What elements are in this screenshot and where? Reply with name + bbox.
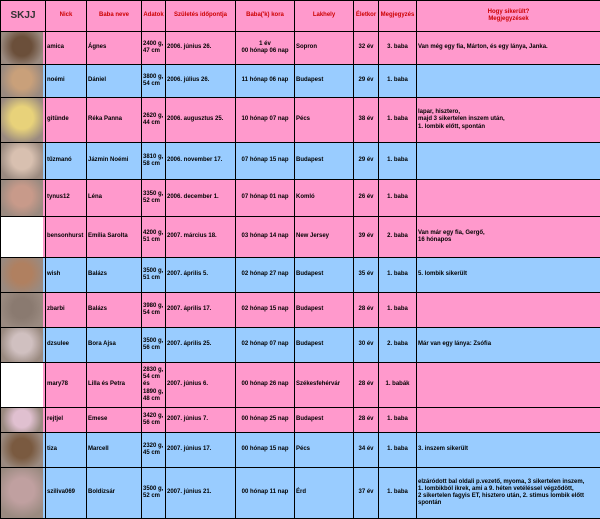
header-nick: Nick bbox=[46, 1, 87, 32]
baby-photo bbox=[1, 65, 46, 98]
city-cell: Pécs bbox=[295, 98, 354, 143]
baby-age-cell: 02 hónap 15 nap bbox=[236, 293, 295, 328]
baby-photo-image bbox=[1, 258, 43, 292]
header-data: Adatok bbox=[142, 1, 166, 32]
note-cell: 1. baba bbox=[379, 143, 417, 180]
note-cell: 1. baba bbox=[379, 468, 417, 519]
baby-photo-image bbox=[1, 328, 43, 362]
city-cell: Budapest bbox=[295, 143, 354, 180]
baby-name-cell: Léna bbox=[87, 180, 142, 217]
birth-date-cell: 2007. június 6. bbox=[166, 363, 236, 408]
note-cell: 1. baba bbox=[379, 258, 417, 293]
table-row bbox=[1, 468, 600, 519]
comment-cell bbox=[417, 65, 600, 98]
comment-cell: Van már egy fia, Gergő, 16 hónapos bbox=[417, 217, 600, 258]
mother-age-cell: 28 év bbox=[354, 293, 379, 328]
comment-cell bbox=[417, 180, 600, 217]
city-cell: Budapest bbox=[295, 258, 354, 293]
table-row bbox=[1, 143, 600, 180]
birth-date-cell: 2006. augusztus 25. bbox=[166, 98, 236, 143]
baby-name-cell: Balázs bbox=[87, 293, 142, 328]
baby-name-cell: Boldizsár bbox=[87, 468, 142, 519]
table-row bbox=[1, 217, 600, 258]
weight-cell: 3500 g, 52 cm bbox=[142, 468, 166, 519]
note-cell: 3. baba bbox=[379, 32, 417, 65]
comment-cell bbox=[417, 143, 600, 180]
baby-photo-image bbox=[1, 363, 43, 407]
mother-age-cell: 32 év bbox=[354, 32, 379, 65]
comment-cell bbox=[417, 408, 600, 433]
birth-date-cell: 2006. július 26. bbox=[166, 65, 236, 98]
weight-cell: 3980 g, 54 cm bbox=[142, 293, 166, 328]
birth-date-cell: 2007. április 17. bbox=[166, 293, 236, 328]
baby-name-cell: Dániel bbox=[87, 65, 142, 98]
nick-cell: tiza bbox=[46, 433, 87, 468]
nick-cell: dzsulee bbox=[46, 328, 87, 363]
nick-cell: rejtjel bbox=[46, 408, 87, 433]
mother-age-cell: 39 év bbox=[354, 217, 379, 258]
logo-cell bbox=[1, 1, 46, 32]
baby-photo-image bbox=[1, 433, 43, 467]
header-mage: Életkor bbox=[354, 1, 379, 32]
header-date: Születés időpontja bbox=[166, 1, 236, 32]
mother-age-cell: 34 év bbox=[354, 433, 379, 468]
table-row bbox=[1, 180, 600, 217]
header-baby: Baba neve bbox=[87, 1, 142, 32]
nick-cell: tűzmanó bbox=[46, 143, 87, 180]
nick-cell: gitünde bbox=[46, 98, 87, 143]
mother-age-cell: 35 év bbox=[354, 258, 379, 293]
baby-photo-image bbox=[1, 217, 43, 257]
baby-age-cell: 11 hónap 06 nap bbox=[236, 65, 295, 98]
comment-cell bbox=[417, 363, 600, 408]
birth-date-cell: 2006. június 26. bbox=[166, 32, 236, 65]
baby-age-cell: 02 hónap 07 nap bbox=[236, 328, 295, 363]
baby-name-cell: Emília Sarolta bbox=[87, 217, 142, 258]
weight-cell: 2320 g, 45 cm bbox=[142, 433, 166, 468]
birth-date-cell: 2007. június 7. bbox=[166, 408, 236, 433]
header-comment: Hogy sikerült? Megjegyzések bbox=[417, 1, 600, 32]
comment-cell bbox=[417, 293, 600, 328]
baby-name-cell: Jázmin Noémi bbox=[87, 143, 142, 180]
city-cell: Érd bbox=[295, 468, 354, 519]
city-cell: Sopron bbox=[295, 32, 354, 65]
nick-cell: mary78 bbox=[46, 363, 87, 408]
weight-cell: 3420 g, 56 cm bbox=[142, 408, 166, 433]
baby-age-cell: 07 hónap 15 nap bbox=[236, 143, 295, 180]
baby-name-cell: Emese bbox=[87, 408, 142, 433]
mother-age-cell: 28 év bbox=[354, 408, 379, 433]
table-row bbox=[1, 363, 600, 408]
mother-age-cell: 38 év bbox=[354, 98, 379, 143]
baby-photo bbox=[1, 468, 46, 519]
baby-photo-image bbox=[1, 65, 43, 97]
baby-name-cell: Bora Ajsa bbox=[87, 328, 142, 363]
baby-age-cell: 00 hónap 26 nap bbox=[236, 363, 295, 408]
baby-photo bbox=[1, 408, 46, 433]
note-cell: 2. baba bbox=[379, 217, 417, 258]
weight-cell: 3500 g, 56 cm bbox=[142, 328, 166, 363]
city-cell: Pécs bbox=[295, 433, 354, 468]
baby-photo-image bbox=[1, 293, 43, 327]
comment-cell: elzáródott bal oldali p.vezető, myoma, 3 sikertelen inszem, 1. lombikból ikrek, ami a 9. héten vetéléssel végződött, 2 sikertelen fagyis ET, hiszterо után, 2. stimus lombik előtt spontán bbox=[417, 468, 600, 519]
city-cell: New Jersey bbox=[295, 217, 354, 258]
baby-photo-image bbox=[1, 468, 43, 518]
weight-cell: 3500 g, 51 cm bbox=[142, 258, 166, 293]
baby-age-cell: 00 hónap 11 nap bbox=[236, 468, 295, 519]
nick-cell: noémi bbox=[46, 65, 87, 98]
weight-cell: 3800 g, 54 cm bbox=[142, 65, 166, 98]
nick-cell: sziliva069 bbox=[46, 468, 87, 519]
baby-photo bbox=[1, 258, 46, 293]
note-cell: 1. baba bbox=[379, 180, 417, 217]
baby-photo bbox=[1, 32, 46, 65]
weight-cell: 3810 g, 58 cm bbox=[142, 143, 166, 180]
baby-name-cell: Marcell bbox=[87, 433, 142, 468]
table-row bbox=[1, 32, 600, 65]
nick-cell: wish bbox=[46, 258, 87, 293]
mother-age-cell: 26 év bbox=[354, 180, 379, 217]
nick-cell: zbarbi bbox=[46, 293, 87, 328]
weight-cell: 4200 g, 51 cm bbox=[142, 217, 166, 258]
baby-photo bbox=[1, 217, 46, 258]
note-cell: 1. baba bbox=[379, 408, 417, 433]
city-cell: Budapest bbox=[295, 65, 354, 98]
baby-photo-image bbox=[1, 180, 43, 216]
note-cell: 1. baba bbox=[379, 65, 417, 98]
comment-cell: 3. inszem sikerült bbox=[417, 433, 600, 468]
note-cell: 1. baba bbox=[379, 293, 417, 328]
baby-age-cell: 07 hónap 01 nap bbox=[236, 180, 295, 217]
baby-photo bbox=[1, 180, 46, 217]
baby-age-cell: 00 hónap 25 nap bbox=[236, 408, 295, 433]
nick-cell: amica bbox=[46, 32, 87, 65]
baby-photo bbox=[1, 143, 46, 180]
birth-date-cell: 2007. március 18. bbox=[166, 217, 236, 258]
note-cell: 1. babák bbox=[379, 363, 417, 408]
baby-photo bbox=[1, 363, 46, 408]
nick-cell: tynus12 bbox=[46, 180, 87, 217]
table-row bbox=[1, 65, 600, 98]
baby-photo-image bbox=[1, 408, 43, 432]
mother-age-cell: 28 év bbox=[354, 363, 379, 408]
city-cell: Budapest bbox=[295, 328, 354, 363]
birth-date-cell: 2007. április 5. bbox=[166, 258, 236, 293]
mother-age-cell: 29 év bbox=[354, 143, 379, 180]
baby-photo-image bbox=[1, 143, 43, 179]
birth-date-cell: 2006. december 1. bbox=[166, 180, 236, 217]
header-city: Lakhely bbox=[295, 1, 354, 32]
baby-name-cell: Ágnes bbox=[87, 32, 142, 65]
baby-age-cell: 00 hónap 15 nap bbox=[236, 433, 295, 468]
baby-photo-image bbox=[1, 98, 43, 142]
mother-age-cell: 37 év bbox=[354, 468, 379, 519]
table-row bbox=[1, 328, 600, 363]
note-cell: 1. baba bbox=[379, 98, 417, 143]
note-cell: 1. baba bbox=[379, 433, 417, 468]
table-row bbox=[1, 408, 600, 433]
baby-age-cell: 1 év 00 hónap 06 nap bbox=[236, 32, 295, 65]
header-note: Megjegyzés bbox=[379, 1, 417, 32]
mother-age-cell: 29 év bbox=[354, 65, 379, 98]
table-row bbox=[1, 258, 600, 293]
weight-cell: 2620 g, 44 cm bbox=[142, 98, 166, 143]
baby-name-cell: Balázs bbox=[87, 258, 142, 293]
baby-photo bbox=[1, 98, 46, 143]
baby-age-cell: 10 hónap 07 nap bbox=[236, 98, 295, 143]
comment-cell: Már van egy lánya: Zsófia bbox=[417, 328, 600, 363]
mother-age-cell: 30 év bbox=[354, 328, 379, 363]
table-row bbox=[1, 293, 600, 328]
baby-name-cell: Lilla és Petra bbox=[87, 363, 142, 408]
birth-date-cell: 2006. november 17. bbox=[166, 143, 236, 180]
city-cell: Székesfehérvár bbox=[295, 363, 354, 408]
birth-date-cell: 2007. június 17. bbox=[166, 433, 236, 468]
site-logo: SKJJ bbox=[10, 10, 35, 21]
birth-date-cell: 2007. április 25. bbox=[166, 328, 236, 363]
baby-photo bbox=[1, 328, 46, 363]
note-cell: 2. baba bbox=[379, 328, 417, 363]
city-cell: Budapest bbox=[295, 408, 354, 433]
birth-date-cell: 2007. június 21. bbox=[166, 468, 236, 519]
weight-cell: 2830 g, 54 cm és 1890 g, 48 cm bbox=[142, 363, 166, 408]
header-age: Baba('k) kora bbox=[236, 1, 295, 32]
header-row bbox=[1, 1, 600, 32]
baby-name-cell: Réka Panna bbox=[87, 98, 142, 143]
comment-cell: 5. lombik sikerült bbox=[417, 258, 600, 293]
table-row bbox=[1, 98, 600, 143]
comment-cell: Van még egy fia, Márton, és egy lánya, Janka. bbox=[417, 32, 600, 65]
table-row bbox=[1, 433, 600, 468]
nick-cell: bensonhurst bbox=[46, 217, 87, 258]
baby-photo-image bbox=[1, 32, 43, 64]
baby-age-cell: 03 hónap 14 nap bbox=[236, 217, 295, 258]
comment-cell: lapar, hisztero, majd 3 sikertelen inszem után, 1. lombik előtt, spontán bbox=[417, 98, 600, 143]
city-cell: Komló bbox=[295, 180, 354, 217]
weight-cell: 3350 g, 52 cm bbox=[142, 180, 166, 217]
baby-age-cell: 02 hónap 27 nap bbox=[236, 258, 295, 293]
baby-photo bbox=[1, 433, 46, 468]
city-cell: Budapest bbox=[295, 293, 354, 328]
baby-photo bbox=[1, 293, 46, 328]
weight-cell: 2400 g, 47 cm bbox=[142, 32, 166, 65]
